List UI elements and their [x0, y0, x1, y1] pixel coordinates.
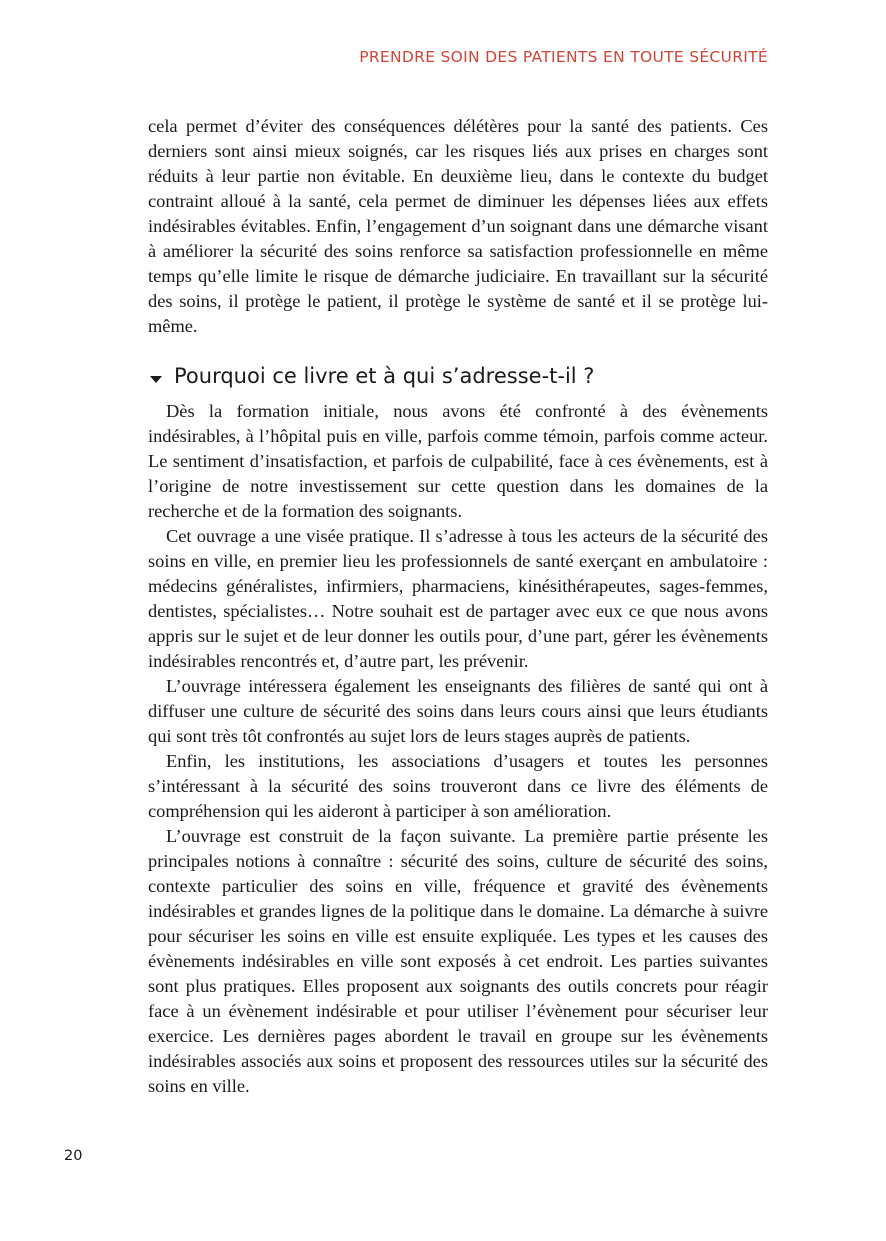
section-heading — [148, 361, 768, 391]
page-body — [148, 114, 768, 1099]
body-paragraph: L’ouvrage est construit de la façon suivante. La première partie présente les principales notions à connaître : sécurité des soins, culture de sécurité des soins, contexte particulier des soins en ville, fréquence et gravité des évènements indésirables et grandes lignes de la politique dans le domaine. La démarche à suivre pour sécuriser les soins en ville est ensuite expliquée. Les types et les causes des évènements indésirables en ville sont exposés à cet endroit. Les parties suivantes sont plus pratiques. Elles proposent aux soignants des outils concrets pour réagir face à un évènement indésirable et pour utiliser l’évènement pour sécuriser leur exercice. Les dernières pages abordent le travail en groupe sur les évènements indésirables associés aux soins et proposent des ressources utiles sur la sécurité des soins en ville. — [148, 826, 768, 1096]
running-head: PRENDRE SOIN DES PATIENTS EN TOUTE SÉCURITÉ — [359, 48, 768, 66]
page-number: 20 — [64, 1148, 83, 1164]
section-heading-text: Pourquoi ce livre et à qui s’adresse-t-il ? — [174, 364, 595, 388]
intro-paragraph: cela permet d’éviter des conséquences délétères pour la santé des patients. Ces derniers sont ainsi mieux soignés, car les risques liés aux prises en charges sont réduits à leur partie non évitable. En deuxième lieu, dans le contexte du budget contraint alloué à la santé, cela permet de diminuer les dépenses liées aux effets indésirables évitables. Enfin, l’engagement d’un soignant dans une démarche visant à améliorer la sécurité des soins renforce sa satisfaction professionnelle en même temps qu’elle limite le risque de démarche judiciaire. En travaillant sur la sécurité des soins, il protège le patient, il protège le système de santé et il se protège lui-même. — [148, 116, 768, 336]
body-paragraph: Cet ouvrage a une visée pratique. Il s’adresse à tous les acteurs de la sécurité des soins en ville, en premier lieu les professionnels de santé exerçant en ambulatoire : médecins généralistes, infirmiers, pharmaciens, kinésithérapeutes, sages-femmes, dentistes, spécialistes… Notre souhait est de partager avec eux ce que nous avons appris sur le sujet et de leur donner les outils pour, d’une part, gérer les évènements indésirables rencontrés et, d’autre part, les prévenir. — [148, 526, 768, 671]
body-paragraph: Dès la formation initiale, nous avons été confronté à des évènements indésirables, à l’hôpital puis en ville, parfois comme témoin, parfois comme acteur. Le sentiment d’insatisfaction, et parfois de culpabilité, face à ces évènements, est à l’origine de notre investissement sur cette question dans les domaines de la recherche et de la formation des soignants. — [148, 401, 768, 521]
body-paragraph: L’ouvrage intéressera également les enseignants des filières de santé qui ont à diffuser une culture de sécurité des soins dans leurs cours ainsi que leurs étudiants qui sont très tôt confrontés au sujet lors de leurs stages auprès de patients. — [148, 676, 768, 746]
body-paragraph: Enfin, les institutions, les associations d’usagers et toutes les personnes s’intéressant à la sécurité des soins trouveront dans ce livre des éléments de compréhension qui les aideront à participer à son amélioration. — [148, 751, 768, 821]
caret-down-icon — [150, 376, 162, 383]
